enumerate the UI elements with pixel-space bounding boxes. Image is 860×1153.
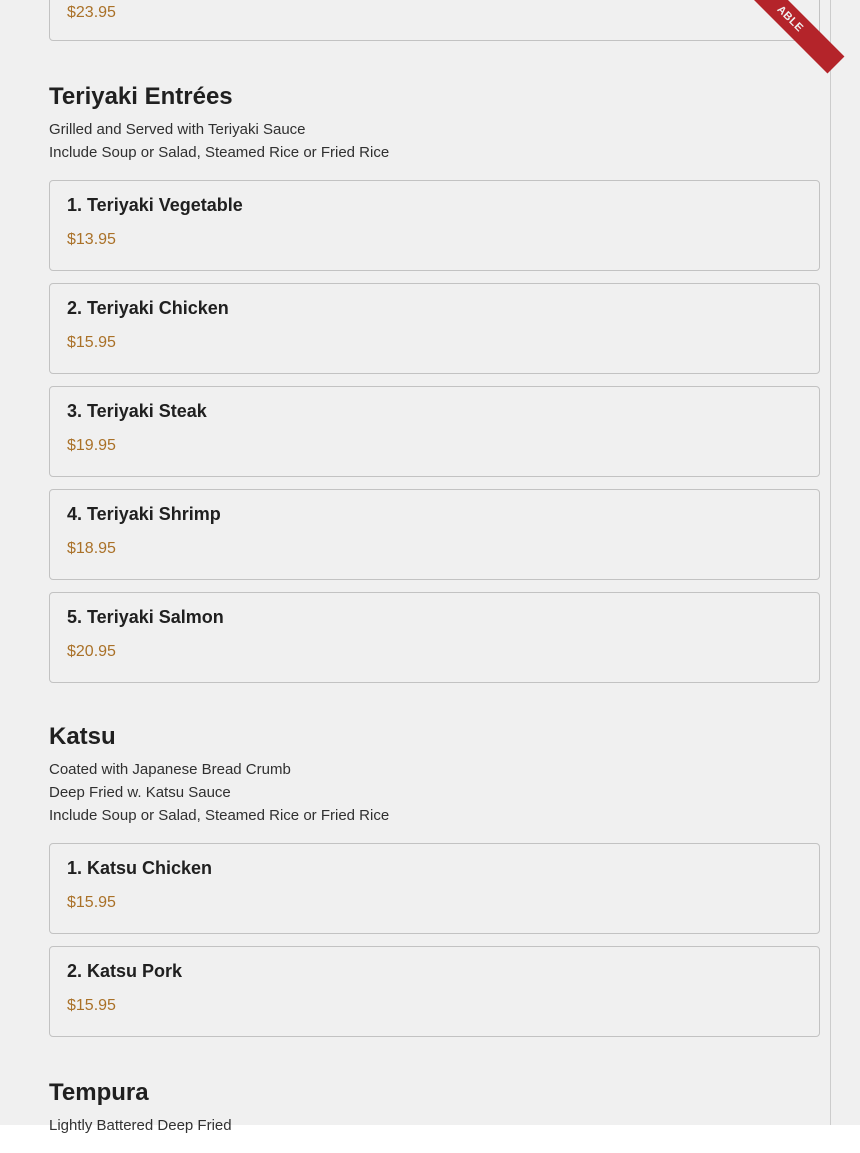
menu-item-price: $20.95	[67, 643, 116, 660]
menu-item-price: $15.95	[67, 894, 116, 911]
tempura-section	[49, 1078, 820, 1153]
menu-item-card[interactable]	[49, 489, 820, 580]
menu-item-card[interactable]	[49, 386, 820, 477]
section-description-line: Lightly Battered Deep Fried	[49, 1117, 232, 1134]
section-description	[49, 118, 820, 164]
menu-item-card[interactable]	[49, 843, 820, 934]
menu-item-price: $15.95	[67, 997, 116, 1014]
section-title: Katsu	[49, 723, 116, 750]
menu-item-price: $23.95	[67, 4, 116, 21]
menu-item-name: 3. Teriyaki Steak	[67, 401, 207, 421]
section-title: Teriyaki Entrées	[49, 83, 233, 110]
menu-item-name: 2. Katsu Pork	[67, 961, 183, 981]
section-description-line: Deep Fried w. Katsu Sauce	[49, 784, 231, 801]
menu-item-name: 1. Teriyaki Vegetable	[67, 195, 243, 215]
menu-item-price: $18.95	[67, 540, 116, 557]
menu-item-card[interactable]	[49, 180, 820, 271]
menu-item-name: 5. Teriyaki Salmon	[67, 607, 224, 627]
section-description-line: Include Soup or Salad, Steamed Rice or Fried Rice	[49, 807, 390, 824]
scroll-divider	[830, 0, 831, 1125]
section-title: Tempura	[49, 1079, 149, 1106]
section-description	[49, 758, 820, 827]
menu-item-card[interactable]	[49, 946, 820, 1037]
section-description-line: Include Soup or Salad, Steamed Rice or Fried Rice	[49, 144, 390, 161]
menu-item-price: $19.95	[67, 437, 116, 454]
menu-item-card-previous[interactable]	[49, 0, 820, 41]
ribbon-label: ABLE	[736, 0, 845, 73]
menu-item-name: 2. Teriyaki Chicken	[67, 298, 229, 318]
menu-item-name: 4. Teriyaki Shrimp	[67, 504, 221, 524]
menu-item-price: $15.95	[67, 334, 116, 351]
menu-item-card[interactable]	[49, 283, 820, 374]
section-description-line: Grilled and Served with Teriyaki Sauce	[49, 121, 306, 138]
section-description-line: Coated with Japanese Bread Crumb	[49, 761, 291, 778]
katsu-section	[49, 722, 820, 1049]
menu-item-price: $13.95	[67, 231, 116, 248]
section-description	[49, 1114, 820, 1137]
teriyaki-section	[49, 82, 820, 695]
menu-item-card[interactable]	[49, 592, 820, 683]
menu-item-name: 1. Katsu Chicken	[67, 858, 213, 878]
